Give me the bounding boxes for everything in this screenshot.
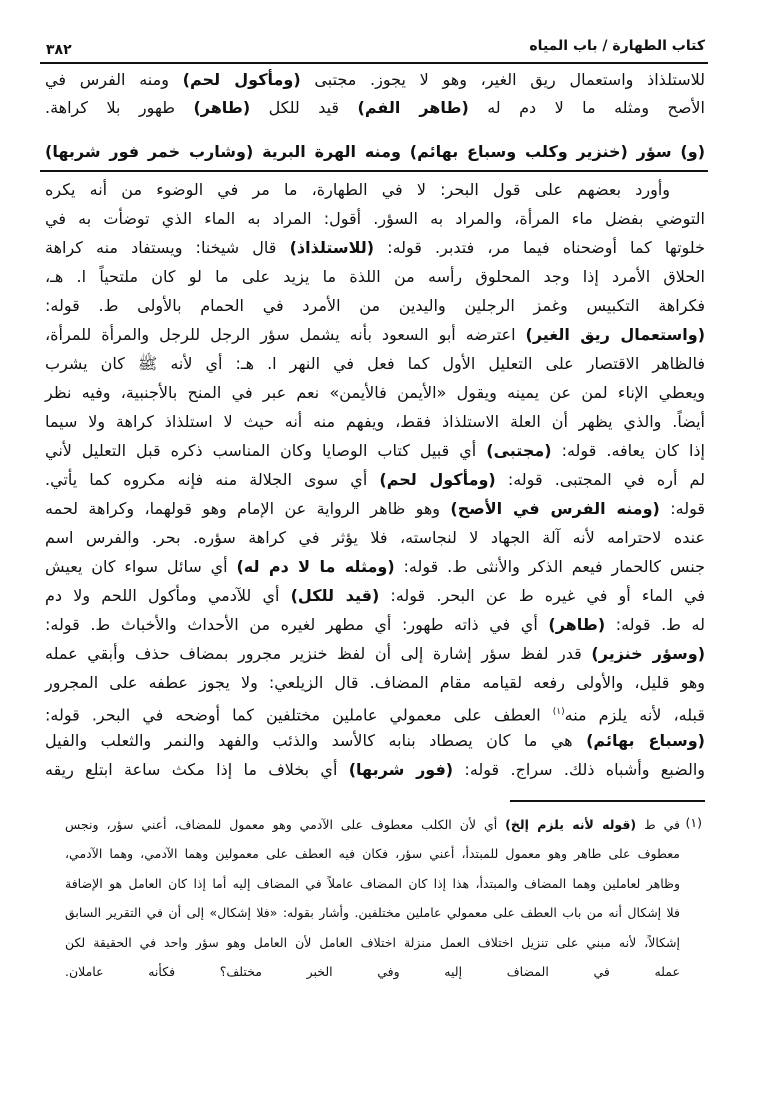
text-run: أي بخلاف ما إذا مكث ساعة ابتلع ريقه: [45, 760, 349, 779]
footnote-line: [65, 933, 680, 953]
text-run: أيضاً. والذي يظهر أن العلة الاستلذاذ فقط، ويفهم منه أنه حيث لا استلذاذ كراهة ولا سيما: [45, 412, 705, 431]
text-run: قيد للكل: [250, 98, 358, 117]
text-line: [45, 555, 705, 579]
quoted-term: (طاهر): [548, 615, 606, 634]
text-line: [45, 178, 670, 202]
footnote-line: [65, 962, 680, 982]
quoted-term: (و) سؤر (خنزير وكلب وسباع بهائم) ومنه الهرة البرية (وشارب خمر فور شربها): [45, 142, 705, 161]
text-line: [45, 410, 705, 434]
footnote-number: (١): [685, 815, 702, 830]
footnote-rule: [510, 800, 705, 802]
text-run: خلوتها كما أوضحناه فيما مر، فتدبر. قوله:: [374, 238, 705, 257]
text-run: وأورد بعضهم على قول البحر: لا في الطهارة، ما مر في الوضوء من أنه يكره: [45, 180, 670, 199]
text-line: [45, 613, 705, 637]
text-run: العطف على معمولي عاملين مختلفين كما أوضحه في البحر. قوله:: [45, 705, 553, 725]
footnote-reference[interactable]: (١): [552, 707, 565, 717]
quoted-term: (واستعمال ريق الغير): [525, 325, 706, 344]
text-run: جنس كالحمار فيعم الذكر والأنثى ط. قوله:: [394, 557, 706, 576]
text-line: [45, 729, 705, 753]
quoted-term: (وسؤر خنزير): [591, 644, 706, 663]
text-run: لم أره في المجتبى. قوله:: [495, 470, 706, 489]
text-run: الأصح ومثله ما لا دم له: [468, 98, 705, 117]
text-run: أي في ذاته طهور: أي مطهر لغيره من الأحداث والأخباث ط. قوله:: [45, 615, 549, 634]
text-run: ويعطي الإناء لمن عن يمينه ويقول «الأيمن فالأيمن» نعم عبر في المنح بالأجنبية، وفيه نظر: [45, 383, 705, 402]
text-run: أي سوى الجلالة منه فإنه مكروه كما يأتي.: [45, 470, 380, 489]
quoted-term: (ومثله ما لا دم له): [236, 557, 395, 576]
text-line: [45, 96, 705, 120]
text-line: [45, 207, 705, 231]
header-rule: [40, 62, 708, 64]
text-run: في الماء أو في غيره ط عن البحر. قوله:: [379, 586, 705, 605]
text-run: وهو ظاهر الرواية عن الإمام وهو قولهما، وكراهة لحمه: [45, 499, 451, 518]
text-run: للاستلذاذ واستعمال ريق الغير، وهو لا يجوز. مجتبى: [300, 70, 706, 89]
quoted-term: (ومأكول لحم): [182, 70, 301, 89]
running-header-title: كتاب الطهارة / باب المياه: [529, 38, 705, 54]
text-line: [45, 265, 705, 289]
text-run: عنده لاحترامه لأنه آلة الجهاد لا لنجاسته، فلا يؤثر في كراهة سؤره. بحر. والفرس اسم: [45, 528, 705, 547]
text-line: [45, 758, 705, 782]
text-run: فكراهة التكبيس وغمز الرجلين واليدين من الأمرد في الحمام بالأولى ط. قوله:: [45, 296, 705, 315]
text-run: أي لأن الكلب معطوف على الآدمي وهو معمول للمضاف، أعني سؤر، ونجس: [65, 817, 506, 832]
text-run: قبله، لأنه يلزم منه: [564, 705, 705, 725]
text-run: هي ما كان يصطاد بنابه كالأسد والذئب والفهد والنمر والثعلب والفيل: [45, 731, 587, 750]
text-run: أي للآدمي ومأكول اللحم ولا دم: [45, 586, 291, 605]
footnote-line: [65, 903, 680, 923]
text-line: [45, 671, 705, 695]
quoted-term: (وسباع بهائم): [586, 731, 705, 750]
text-line: [45, 497, 705, 521]
footnote-line: [65, 844, 680, 864]
text-line: [45, 642, 705, 666]
text-run: معطوف على طاهر وهو معمول للمبتدأ، أعني سؤر، فكان فيه العطف على معمولين وهما الآدمي، وهما الآدمي،: [65, 846, 680, 862]
text-line: [45, 68, 705, 92]
text-line: [45, 439, 705, 463]
text-line: [45, 468, 705, 492]
quoted-term: (ومنه الفرس في الأصح): [450, 499, 660, 518]
text-line: [45, 526, 705, 550]
page-number: ٣٨٢: [46, 42, 72, 58]
text-run: إشكالاً، لأنه مبني على تنزيل اختلاف العمل منزلة اختلاف العامل لأن العامل وهو سؤر واحد في الحقيقة لكن: [65, 934, 680, 950]
text-run: قوله:: [659, 499, 706, 518]
matn-rule: [40, 170, 708, 172]
text-line: [45, 584, 705, 608]
quoted-term: (قوله لأنه يلزم إلخ): [505, 817, 637, 832]
text-line: [45, 294, 705, 318]
text-run: وظاهر لعاملين وهما المضاف والمبتدأ، هذا إذا كان المضاف عاملاً في المضاف إليه أما إذا كان العامل هو الإضافة: [65, 875, 680, 891]
quoted-term: (ومأكول لحم): [379, 470, 496, 489]
quoted-term: (طاهر): [193, 98, 251, 117]
text-run: فلا إشكال أنه من باب العطف على معمولي عاملين مختلفين. وأشار بقوله: «فلا إشكال» إلى أن في التقرير السابق: [65, 905, 680, 921]
text-run: ومنه الفرس في: [45, 70, 183, 89]
text-line: [45, 700, 705, 724]
text-line: [45, 236, 705, 260]
quoted-term: (طاهر الفم): [357, 98, 469, 117]
quoted-term: (مجتبى): [486, 441, 552, 460]
quoted-term: (فور شربها): [348, 760, 454, 779]
text-run: له ط. قوله:: [605, 615, 705, 634]
text-run: عمله في المضاف إليه وفي الخبر مختلف؟ فكأنه عاملان.: [65, 964, 680, 979]
text-run: أي سائل سواء كان يعيش: [45, 557, 237, 576]
text-run: والضبع وأشباه ذلك. سراج. قوله:: [453, 760, 706, 779]
text-run: التوضي بفضل ماء المرأة، والمراد به السؤر. أقول: المراد به الماء الذي توضأت به في: [45, 209, 705, 228]
text-run: قال شيخنا: ويستفاد منه كراهة: [45, 238, 290, 257]
text-run: أي قبيل كتاب الوصايا وكان المناسب ذكره قبل التعليل لأني: [45, 441, 487, 460]
text-run: طهور بلا كراهة.: [45, 98, 194, 117]
quoted-term: (قيد للكل): [290, 586, 380, 605]
text-run: فالظاهر الاقتصار على التعليل الأول كما فعل في النهر ا. هـ: أي لأنه ﷺ كان يشرب: [45, 354, 705, 373]
text-run: الحلاق الأمرد إذا وجد المحلوق رأسه من اللذة ما يزيد على ما لو كان ملتحياً ا. هـ،: [45, 267, 705, 286]
text-run: وهو قليل، والأولى رفعه لقيامه مقام المضاف. قال الزيلعي: ولا يجوز عطفه على المجرور: [45, 673, 705, 692]
text-run: في ط: [636, 817, 680, 832]
text-line: [45, 323, 705, 347]
text-run: إذا كان يعافه. قوله:: [551, 441, 706, 460]
footnote-line: [65, 874, 680, 894]
text-line: [45, 352, 705, 376]
matn-line: [45, 140, 705, 164]
text-run: اعترضه أبو السعود بأنه يشمل سؤر الرجل للرجل والمرأة للمرأة،: [45, 325, 526, 344]
text-run: قدر لفظ سؤر إشارة إلى أن لفظ خنزير مجرور بمضاف حذف وأبقي عمله: [45, 644, 592, 663]
text-line: [45, 381, 705, 405]
quoted-term: (للاستلذاذ): [289, 238, 375, 257]
footnote-line: [65, 815, 680, 835]
